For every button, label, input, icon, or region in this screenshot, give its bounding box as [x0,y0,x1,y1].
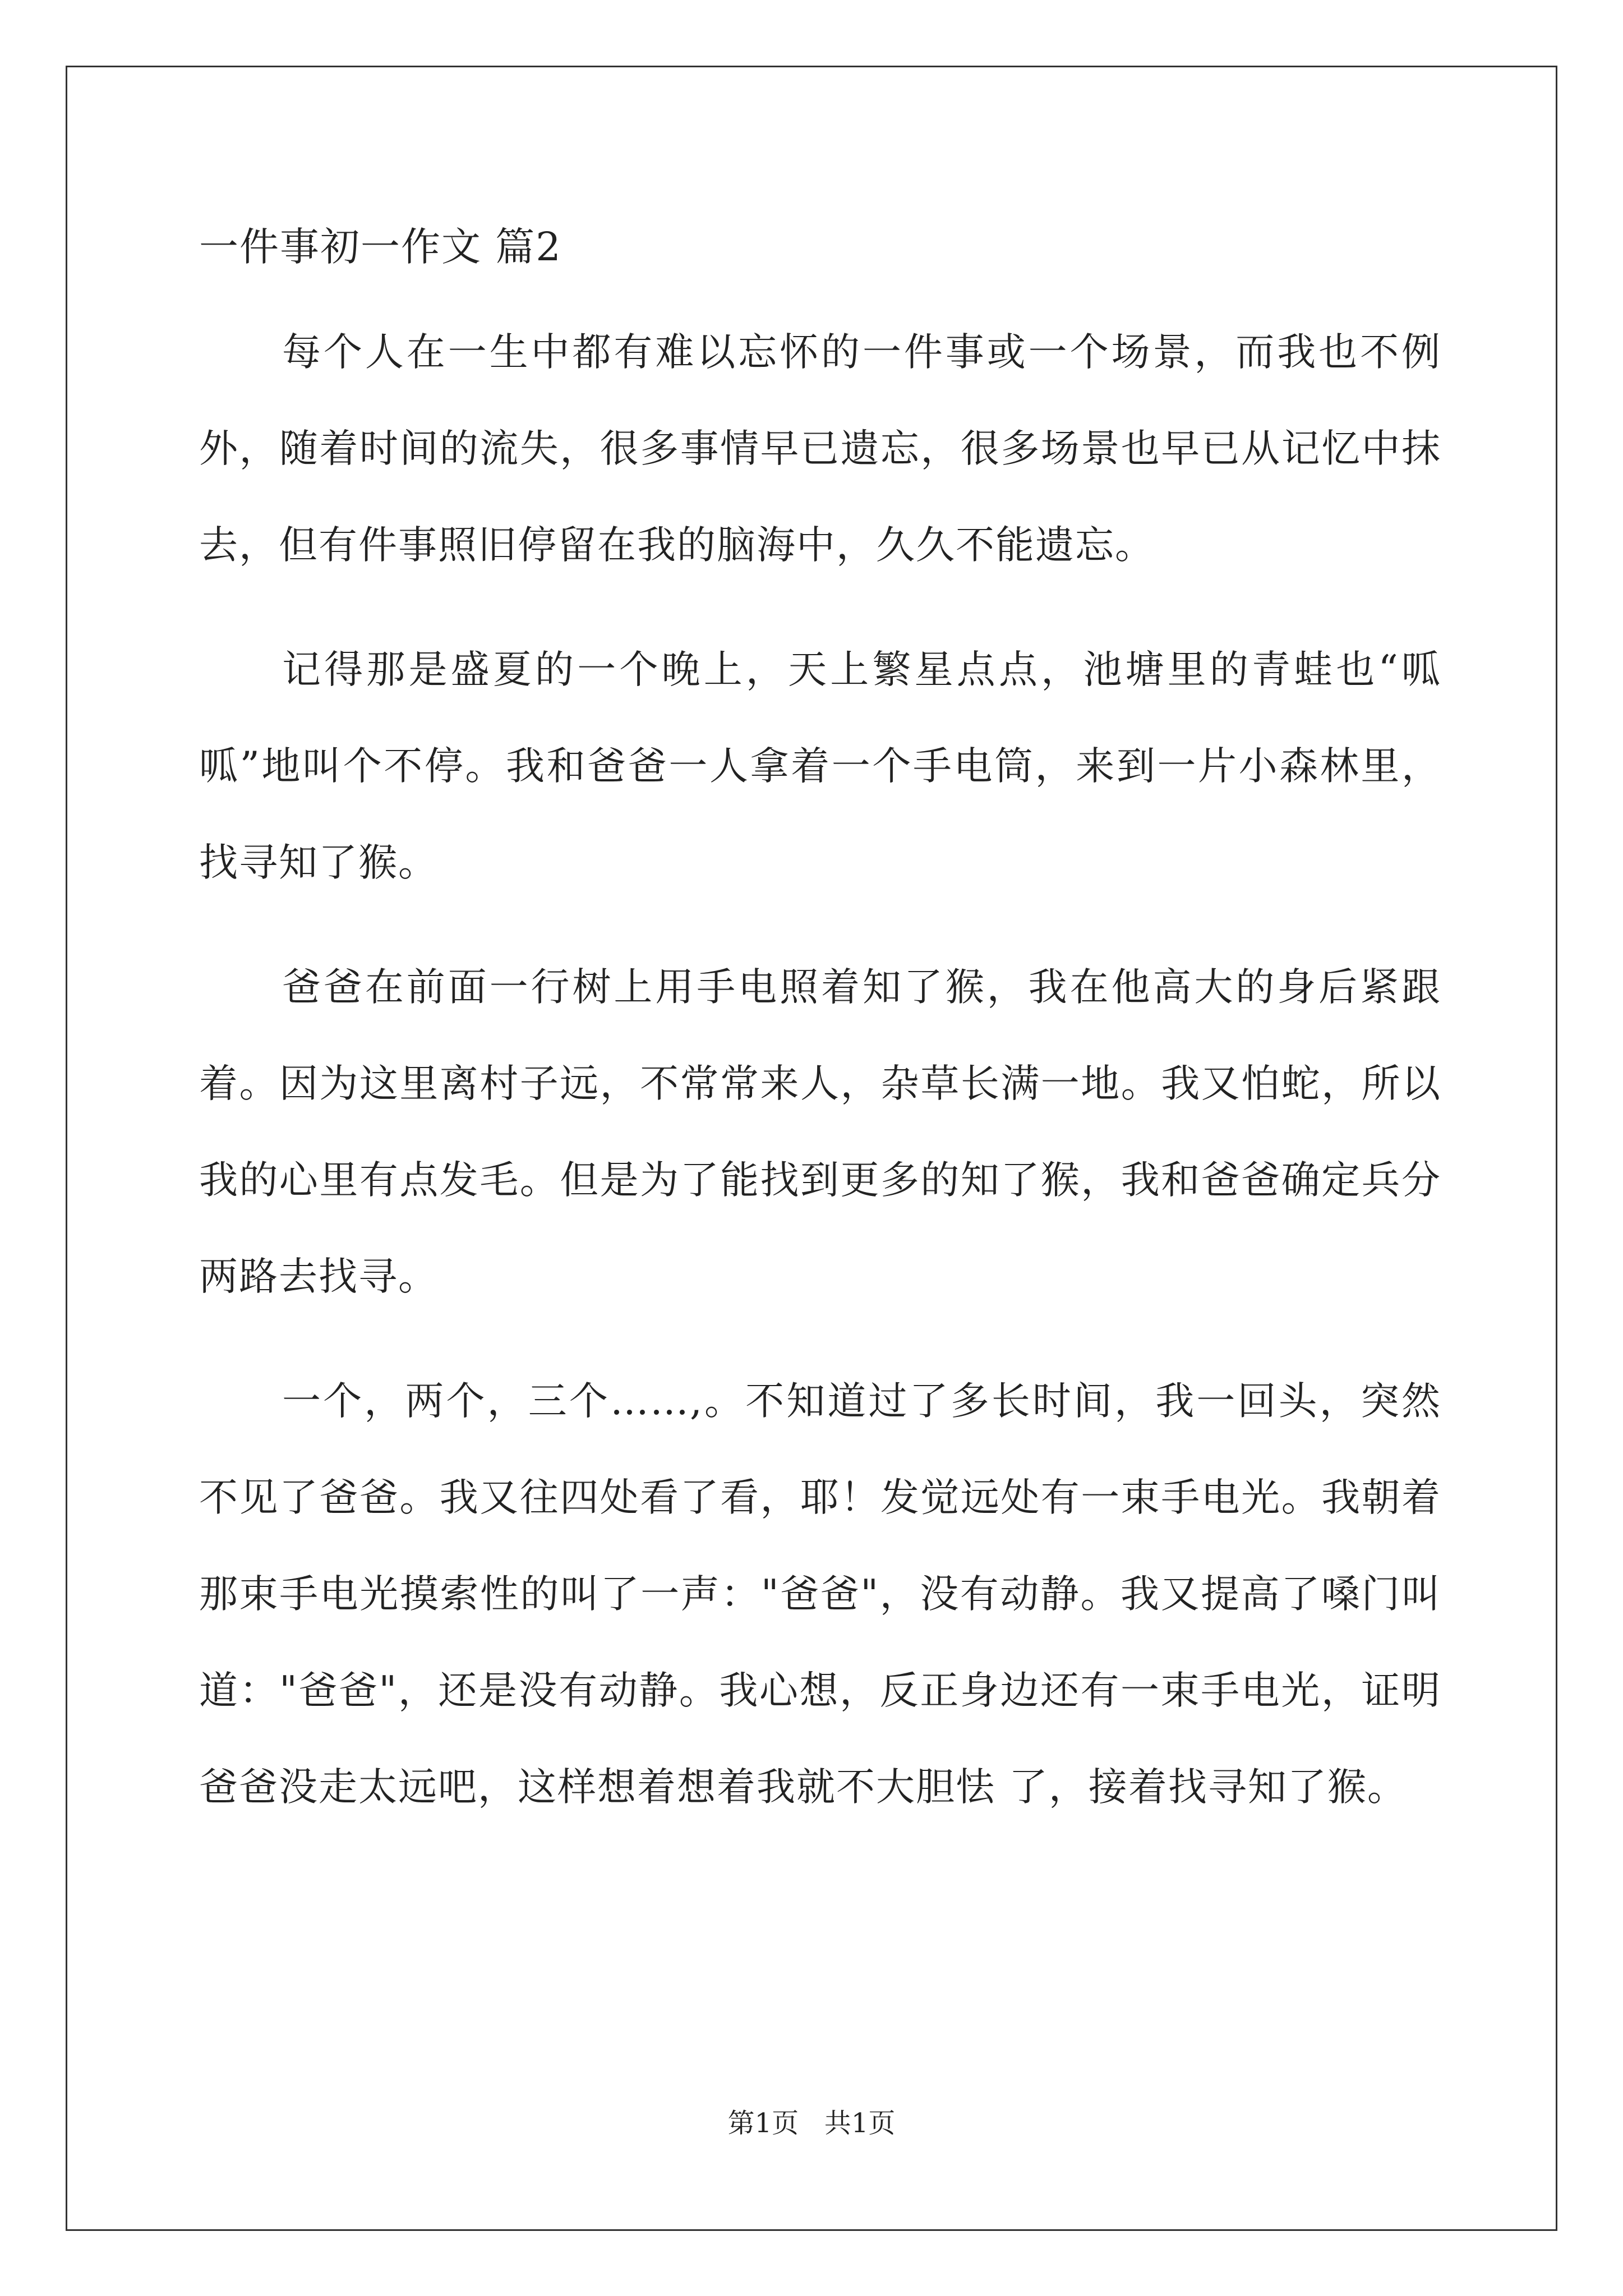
page-number-footer: 第1页 共1页 [727,2108,896,2139]
paragraph-4: 一个，两个，三个……,。不知道过了多长时间，我一回头，突然不见了爸爸。我又往四处看了看，耶！发觉远处有一束手电光。我朝着那束手电光摸索性的叫了一声："爸爸"，没有动静。我又提高了嗓门叫道："爸爸"，还是没有动静。我心想，反正身边还有一束手电光，证明爸爸没走太远吧，这样想着想着我就不大胆怯 了，接着找寻知了猴。 [199,1379,1441,1810]
paragraph-1: 每个人在一生中都有难以忘怀的一件事或一个场景，而我也不例外，随着时间的流失，很多事情早已遗忘，很多场景也早已从记忆中抹去，但有件事照旧停留在我的脑海中，久久不能遗忘。 [199,330,1441,568]
document-title: 一件事初一作文 篇2 [199,224,562,270]
paragraph-2: 记得那是盛夏的一个晚上，天上繁星点点，池塘里的青蛙也“呱呱”地叫个不停。我和爸爸一人拿着一个手电筒，来到一片小森林里，找寻知了猴。 [199,647,1441,885]
paragraph-3: 爸爸在前面一行树上用手电照着知了猴，我在他高大的身后紧跟着。因为这里离村子远，不常常来人，杂草长满一地。我又怕蛇，所以我的心里有点发毛。但是为了能找到更多的知了猴，我和爸爸确定兵分两路去找寻。 [199,965,1441,1299]
document-body [199,219,1441,1864]
